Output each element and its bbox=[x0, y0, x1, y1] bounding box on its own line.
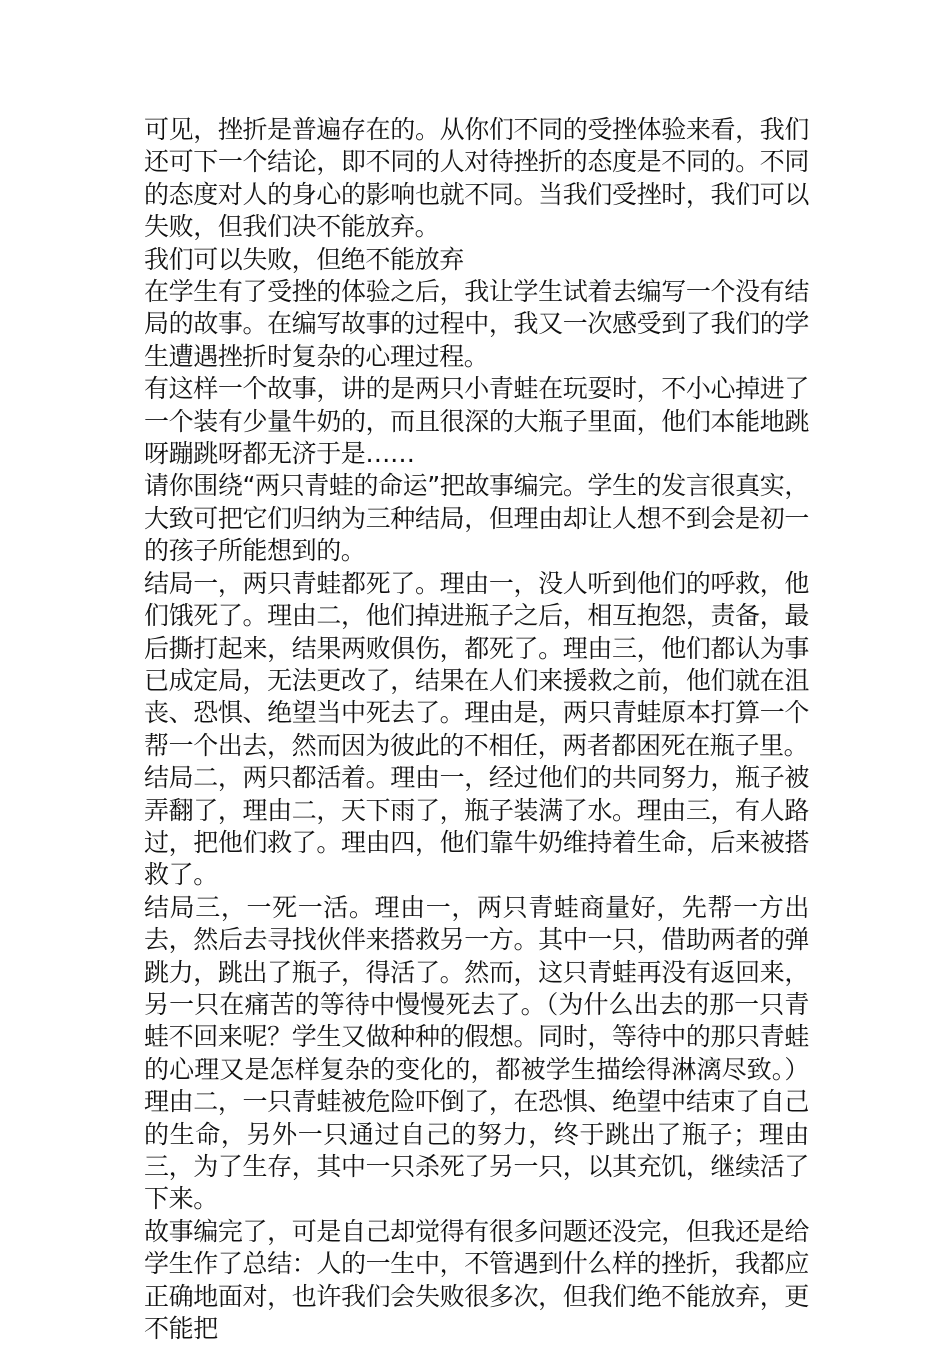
paragraph-story-intro: 有这样一个故事，讲的是两只小青蛙在玩耍时，不小心掉进了一个装有少量牛奶的，而且很深的大瓶子里面，他们本能地跳呀蹦跳呀都无济于是…… bbox=[144, 374, 809, 469]
paragraph-ending-one: 结局一，两只青蛙都死了。理由一，没人听到他们的呼救，他们饿死了。理由二，他们掉进瓶子之后，相互抱怨，责备，最后撕打起来，结果两败俱伤，都死了。理由三，他们都认为事已成定局，无法更改了，结果在人们来援救之前，他们就在沮丧、恐惧、绝望当中死去了。理由是，两只青蛙原本打算一个帮一个出去，然而因为彼此的不相任，两者都困死在瓶子里。 bbox=[144, 568, 809, 760]
document-body bbox=[144, 114, 809, 1345]
paragraph-conclusion: 可见，挫折是普遍存在的。从你们不同的受挫体验来看，我们还可下一个结论，即不同的人对待挫折的态度是不同的。不同的态度对人的身心的影响也就不同。当我们受挫时，我们可以失败，但我们决不能放弃。 bbox=[144, 115, 809, 242]
paragraph-summary: 故事编完了，可是自己却觉得有很多问题还没完，但我还是给学生作了总结：人的一生中，不管遇到什么样的挫折，我都应正确地面对，也许我们会失败很多次，但我们绝不能放弃，更不能把 bbox=[144, 1216, 809, 1344]
paragraph-ending-two: 结局二，两只都活着。理由一，经过他们的共同努力，瓶子被弄翻了，理由二，天下雨了，瓶子装满了水。理由三，有人路过，把他们救了。理由四，他们靠牛奶维持着生命，后来被搭救了。 bbox=[144, 763, 809, 890]
paragraph-ending-three: 结局三，一死一活。理由一，两只青蛙商量好，先帮一方出去，然后去寻找伙伴来搭救另一方。其中一只，借助两者的弹跳力，跳出了瓶子，得活了。然而，这只青蛙再没有返回来，另一只在痛苦的等待中慢慢死去了。（为什么出去的那一只青蛙不回来呢？学生又做种种的假想。同时，等待中的那只青蛙的心理又是怎样复杂的变化的，都被学生描绘得淋漓尽致。）理由二，一只青蛙被危险吓倒了，在恐惧、绝望中结束了自己的生命，另外一只通过自己的努力，终于跳出了瓶子；理由三，为了生存，其中一只杀死了另一只，以其充饥，继续活了下来。 bbox=[144, 892, 809, 1214]
paragraph-story-task: 在学生有了受挫的体验之后，我让学生试着去编写一个没有结局的故事。在编写故事的过程中，我又一次感受到了我们的学生遭遇挫折时复杂的心理过程。 bbox=[144, 277, 809, 371]
paragraph-story-prompt: 请你围绕“两只青蛙的命运”把故事编完。学生的发言很真实，大致可把它们归纳为三种结局，但理由却让人想不到会是初一的孩子所能想到的。 bbox=[144, 471, 809, 566]
section-heading: 我们可以失败，但绝不能放弃 bbox=[144, 244, 464, 274]
